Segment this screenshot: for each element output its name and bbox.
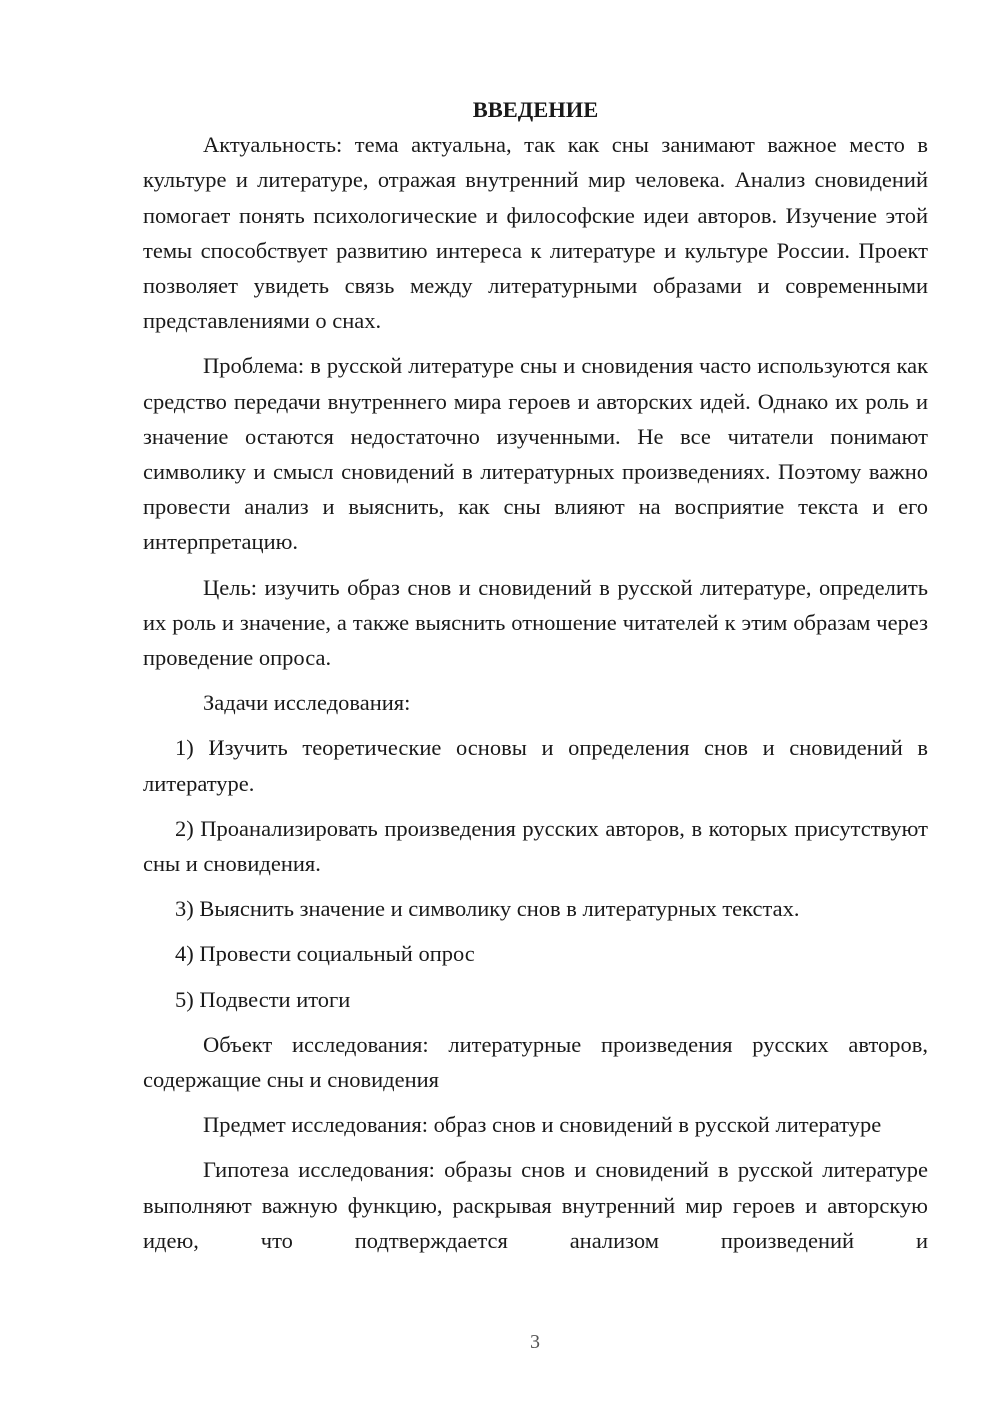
paragraph-tasks-title: Задачи исследования: bbox=[203, 690, 411, 716]
task-item: 2) Проанализировать произведения русских авторов, в которых присутствуют сны и сновидения. bbox=[143, 815, 928, 877]
task-item: 5) Подвести итоги bbox=[175, 986, 351, 1012]
page-number: 3 bbox=[530, 1331, 540, 1353]
task-item: 1) Изучить теоретические основы и определения снов и сновидений в литературе. bbox=[143, 735, 928, 796]
task-item: 3) Выяснить значение и символику снов в литературных текстах. bbox=[175, 896, 800, 922]
tasks-list bbox=[143, 730, 928, 1016]
paragraph-subject: Предмет исследования: образ снов и сновидений в русской литературе bbox=[203, 1112, 882, 1138]
paragraph-problem: Проблема: в русской литературе сны и сновидения часто используются как средство передачи внутреннего мира героев и авторских идей. Однако их роль и значение остаются недостаточно изученными. Не все читатели понимают символику и смысл сновидений в литературных произведениях. Поэтому важно провести анализ и выяснить, как сны влияют на восприятие текста и его интерпретацию. bbox=[143, 353, 928, 555]
paragraph-object: Объект исследования: литературные произведения русских авторов, содержащие сны и сновидения bbox=[143, 1031, 928, 1093]
page-content bbox=[143, 92, 928, 1268]
section-heading: ВВЕДЕНИЕ bbox=[472, 97, 599, 122]
paragraph-hypothesis: Гипотеза исследования: образы снов и сновидений в русской литературе выполняют важную функцию, раскрывая внутренний мир героев и авторскую идею, что подтверждается анализом произведений и bbox=[143, 1157, 928, 1253]
task-item: 4) Провести социальный опрос bbox=[175, 941, 475, 967]
paragraph-goal: Цель: изучить образ снов и сновидений в русской литературе, определить их роль и значение, а также выяснить отношение читателей к этим образам через проведение опроса. bbox=[143, 574, 928, 671]
paragraph-relevance: Актуальность: тема актуальна, так как сны занимают важное место в культуре и литературе, отражая внутренний мир человека. Анализ сновидений помогает понять психологические и философские идеи авторов. Изучение этой темы способствует развитию интереса к литературе и культуре России. Проект позволяет увидеть связь между литературными образами и современными представлениями о снах. bbox=[143, 132, 928, 334]
